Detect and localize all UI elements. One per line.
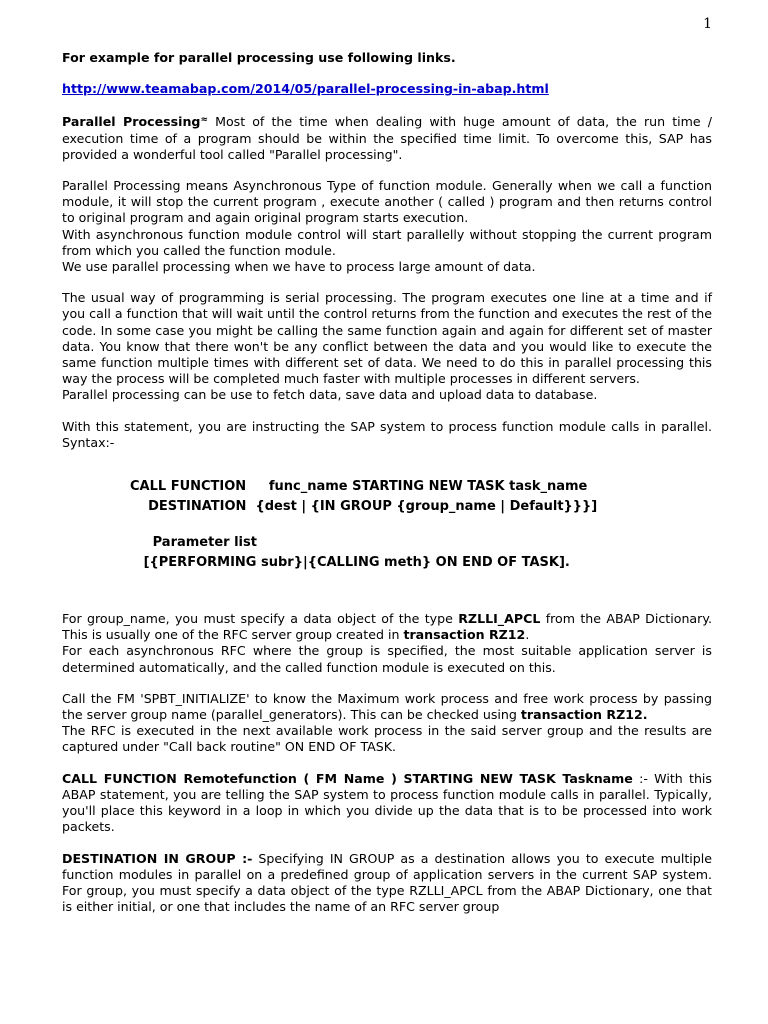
code-line-1: CALL FUNCTION func_name STARTING NEW TASK task_name [130,479,588,495]
heading-mark: ≈ [200,115,208,126]
type-name: RZLLI_APCL [458,611,541,627]
period: . [525,627,530,643]
group-name-text: For group_name, you must specify a data object of the type [62,611,459,627]
async-paragraph-3: We use parallel processing when we have to process large amount of data. [62,259,536,275]
serial-processing-paragraph: The usual way of programming is serial processing. The program executes one line at a time and if you call a function that will wait until the control returns from the function and executes the rest of the code. In some case you might be calling the same function again and again for different set of master data. You know that there won't be any conflict between the data and you would like to execute the same function multiple times with different set of data. We need to do this in parallel processing this way the process will be completed much faster with multiple processes in different servers. [62,290,712,387]
parallel-processing-paragraph [62,112,712,163]
statement-paragraph: With this statement, you are instructing the SAP system to process function module calls in parallel. Syntax:- [62,418,712,450]
async-paragraph-2: With asynchronous function module control will start parallelly without stopping the current program from which you called the function module. [62,226,712,258]
code-line-4: [{PERFORMING subr}|{CALLING meth} ON END OF TASK]. [130,555,570,571]
intro-line: For example for parallel processing use following links. [62,50,456,65]
call-function-heading: CALL FUNCTION Remotefunction ( FM Name ) STARTING NEW TASK Taskname [62,770,633,786]
reference-link[interactable]: http://www.teamabap.com/2014/05/parallel-processing-in-abap.html [62,81,549,97]
code-line-2: DESTINATION {dest | {IN GROUP {group_name | Default}}}] [130,499,598,515]
spbt-text: Call the FM 'SPBT_INITIALIZE' to know the Maximum work process and free work process by passing the server group name (parallel_generators). This can be checked using [62,690,712,723]
rfc-executed-paragraph: The RFC is executed in the next available work process in the said server group and the results are captured under "Call back routine" ON END OF TASK. [62,723,712,755]
call-function-text: :- With this ABAP statement, you are telling the SAP system to process function module calls in parallel. Typically, you'll place this keyword in a loop in which you divide up the data that is to be processed into work packets. [62,770,712,835]
parallel-processing-heading: Parallel Processing [62,114,201,130]
group-name-text-2: from the ABAP Dictionary. This is usually one of the RFC server group created in [62,611,712,643]
destination-paragraph [62,851,712,916]
page-number: 1 [703,16,712,32]
transaction-rz12: transaction RZ12. [520,707,648,723]
code-line-3: Parameter list [130,535,257,551]
async-paragraph: Parallel Processing means Asynchronous Type of function module. Generally when we call a function module, it will stop the current program , execute another ( called ) program and then returns control to original program and again original program starts execution. [62,178,712,226]
destination-text: Specifying IN GROUP as a destination allows you to execute multiple function modules in parallel on a predefined group of application servers in the current SAP system. For group, you must specify a data object of the type RZLLI_APCL from the ABAP Dictionary, one that is either initial, or one that includes the name of an RFC server group [62,850,712,915]
spbt-paragraph [62,691,712,723]
call-function-paragraph [62,771,712,836]
syntax-code-block [130,477,712,573]
serial-processing-paragraph-2: Parallel processing can be use to fetch data, save data and upload data to database. [62,387,598,403]
destination-heading: DESTINATION IN GROUP :- [62,850,253,866]
parallel-processing-text: Most of the time when dealing with huge amount of data, the run time / execution time of a program should be within the specified time limit. To overcome this, SAP has provided a wonderful tool called "Parallel processing". [62,114,712,162]
async-rfc-paragraph: For each asynchronous RFC where the group is specified, the most suitable application server is determined automatically, and the called function module is executed on this. [62,643,712,675]
document-body [62,50,712,915]
transaction-name: transaction RZ12 [403,627,526,643]
group-name-paragraph [62,611,712,643]
